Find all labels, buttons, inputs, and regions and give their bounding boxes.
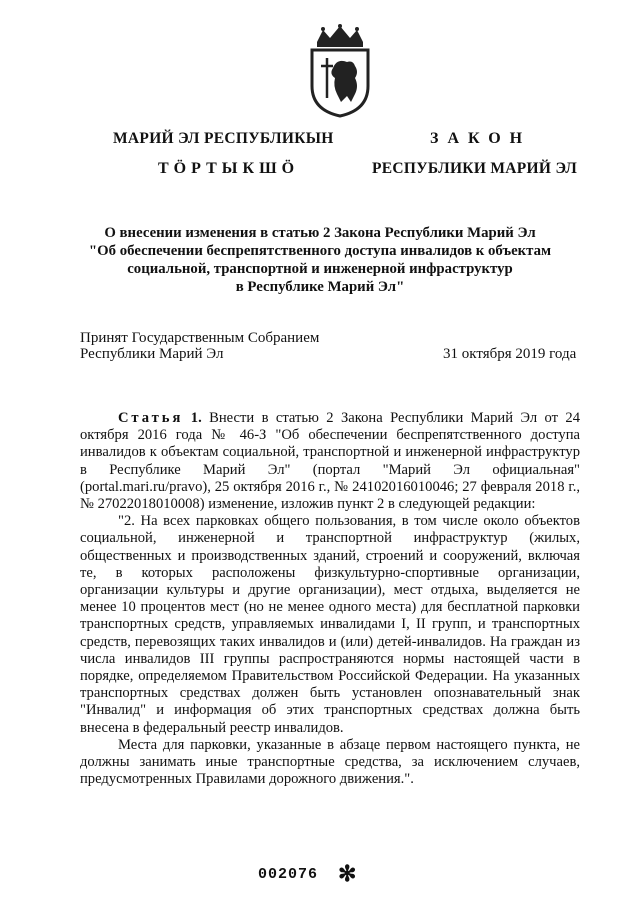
article-paragraph: "2. На всех парковках общего пользования, в том числе около объектов социальной, инженерной и транспортной инфраструктур (жилых, общественных и производственных зданий, строений и сооружений, включая те, в которых расположены физкультурно-спортивные организации, организации культуры и другие организации), мест отдыха, выделяется не менее 10 процентов мест (но не менее одного места) для бесплатной парковки транспортных средств, управляемых инвалидами I, II групп, и транспортных средств, перевозящих таких инвалидов и (или) детей-инвалидов. На граждан из числа инвалидов III группы распространяются нормы настоящей части в порядке, определяемом Правительством Российской Федерации. На указанных транспортных средствах должен быть установлен опознавательный знак "Инвалид" и информация об этих транспортных средствах должна быть внесена в федеральный реестр инвалидов.: [80, 513, 580, 736]
adoption-line1: Принят Государственным Собранием: [80, 330, 320, 346]
adoption-date: 31 октября 2019 года: [443, 346, 577, 362]
adoption-line2: Республики Марий Эл: [80, 346, 224, 362]
article-paragraph: [80, 410, 580, 513]
article-number: 1.: [190, 410, 202, 426]
title-line: "Об обеспечении беспрепятственного доступа инвалидов к объектам: [88, 243, 552, 259]
header-right-line2: РЕСПУБЛИКИ МАРИЙ ЭЛ: [372, 160, 578, 177]
article-body: [80, 410, 580, 788]
law-title: [80, 224, 560, 296]
header-right-line1: ЗАКОН: [430, 130, 532, 147]
header-left-line2: ТӦРТЫКШӦ: [158, 160, 300, 177]
title-line: О внесении изменения в статью 2 Закона Республики Марий Эл: [104, 225, 536, 241]
document-number: 002076: [258, 866, 319, 883]
header-left-line1: МАРИЙ ЭЛ РЕСПУБЛИКЫН: [113, 130, 334, 147]
article-paragraph: Места для парковки, указанные в абзаце первом настоящего пункта, не должны занимать иные транспортные средства, за исключением случаев, предусмотренных Правилами дорожного движения.".: [80, 736, 580, 788]
title-line: в Республике Марий Эл": [235, 279, 405, 295]
coat-of-arms-emblem: [303, 24, 377, 118]
asterisk-icon: ✻: [338, 861, 357, 886]
article-label: Статья: [118, 410, 184, 426]
title-line: социальной, транспортной и инженерной инфраструктур: [127, 261, 513, 277]
article-text: Внести в статью 2 Закона Республики Марий Эл от 24 октября 2016 года № 46-З "Об обеспечении беспрепятственного доступа инвалидов к объектам социальной, транспортной и инженерной инфраструктур в Республике Марий Эл" (портал "Марий Эл официальная" (portal.mari.ru/pravo), 25 октября 2016 г., № 24102016010046; 27 февраля 2018 г., № 27022018010008) изменение, изложив пункт 2 в следующей редакции:: [80, 410, 580, 513]
